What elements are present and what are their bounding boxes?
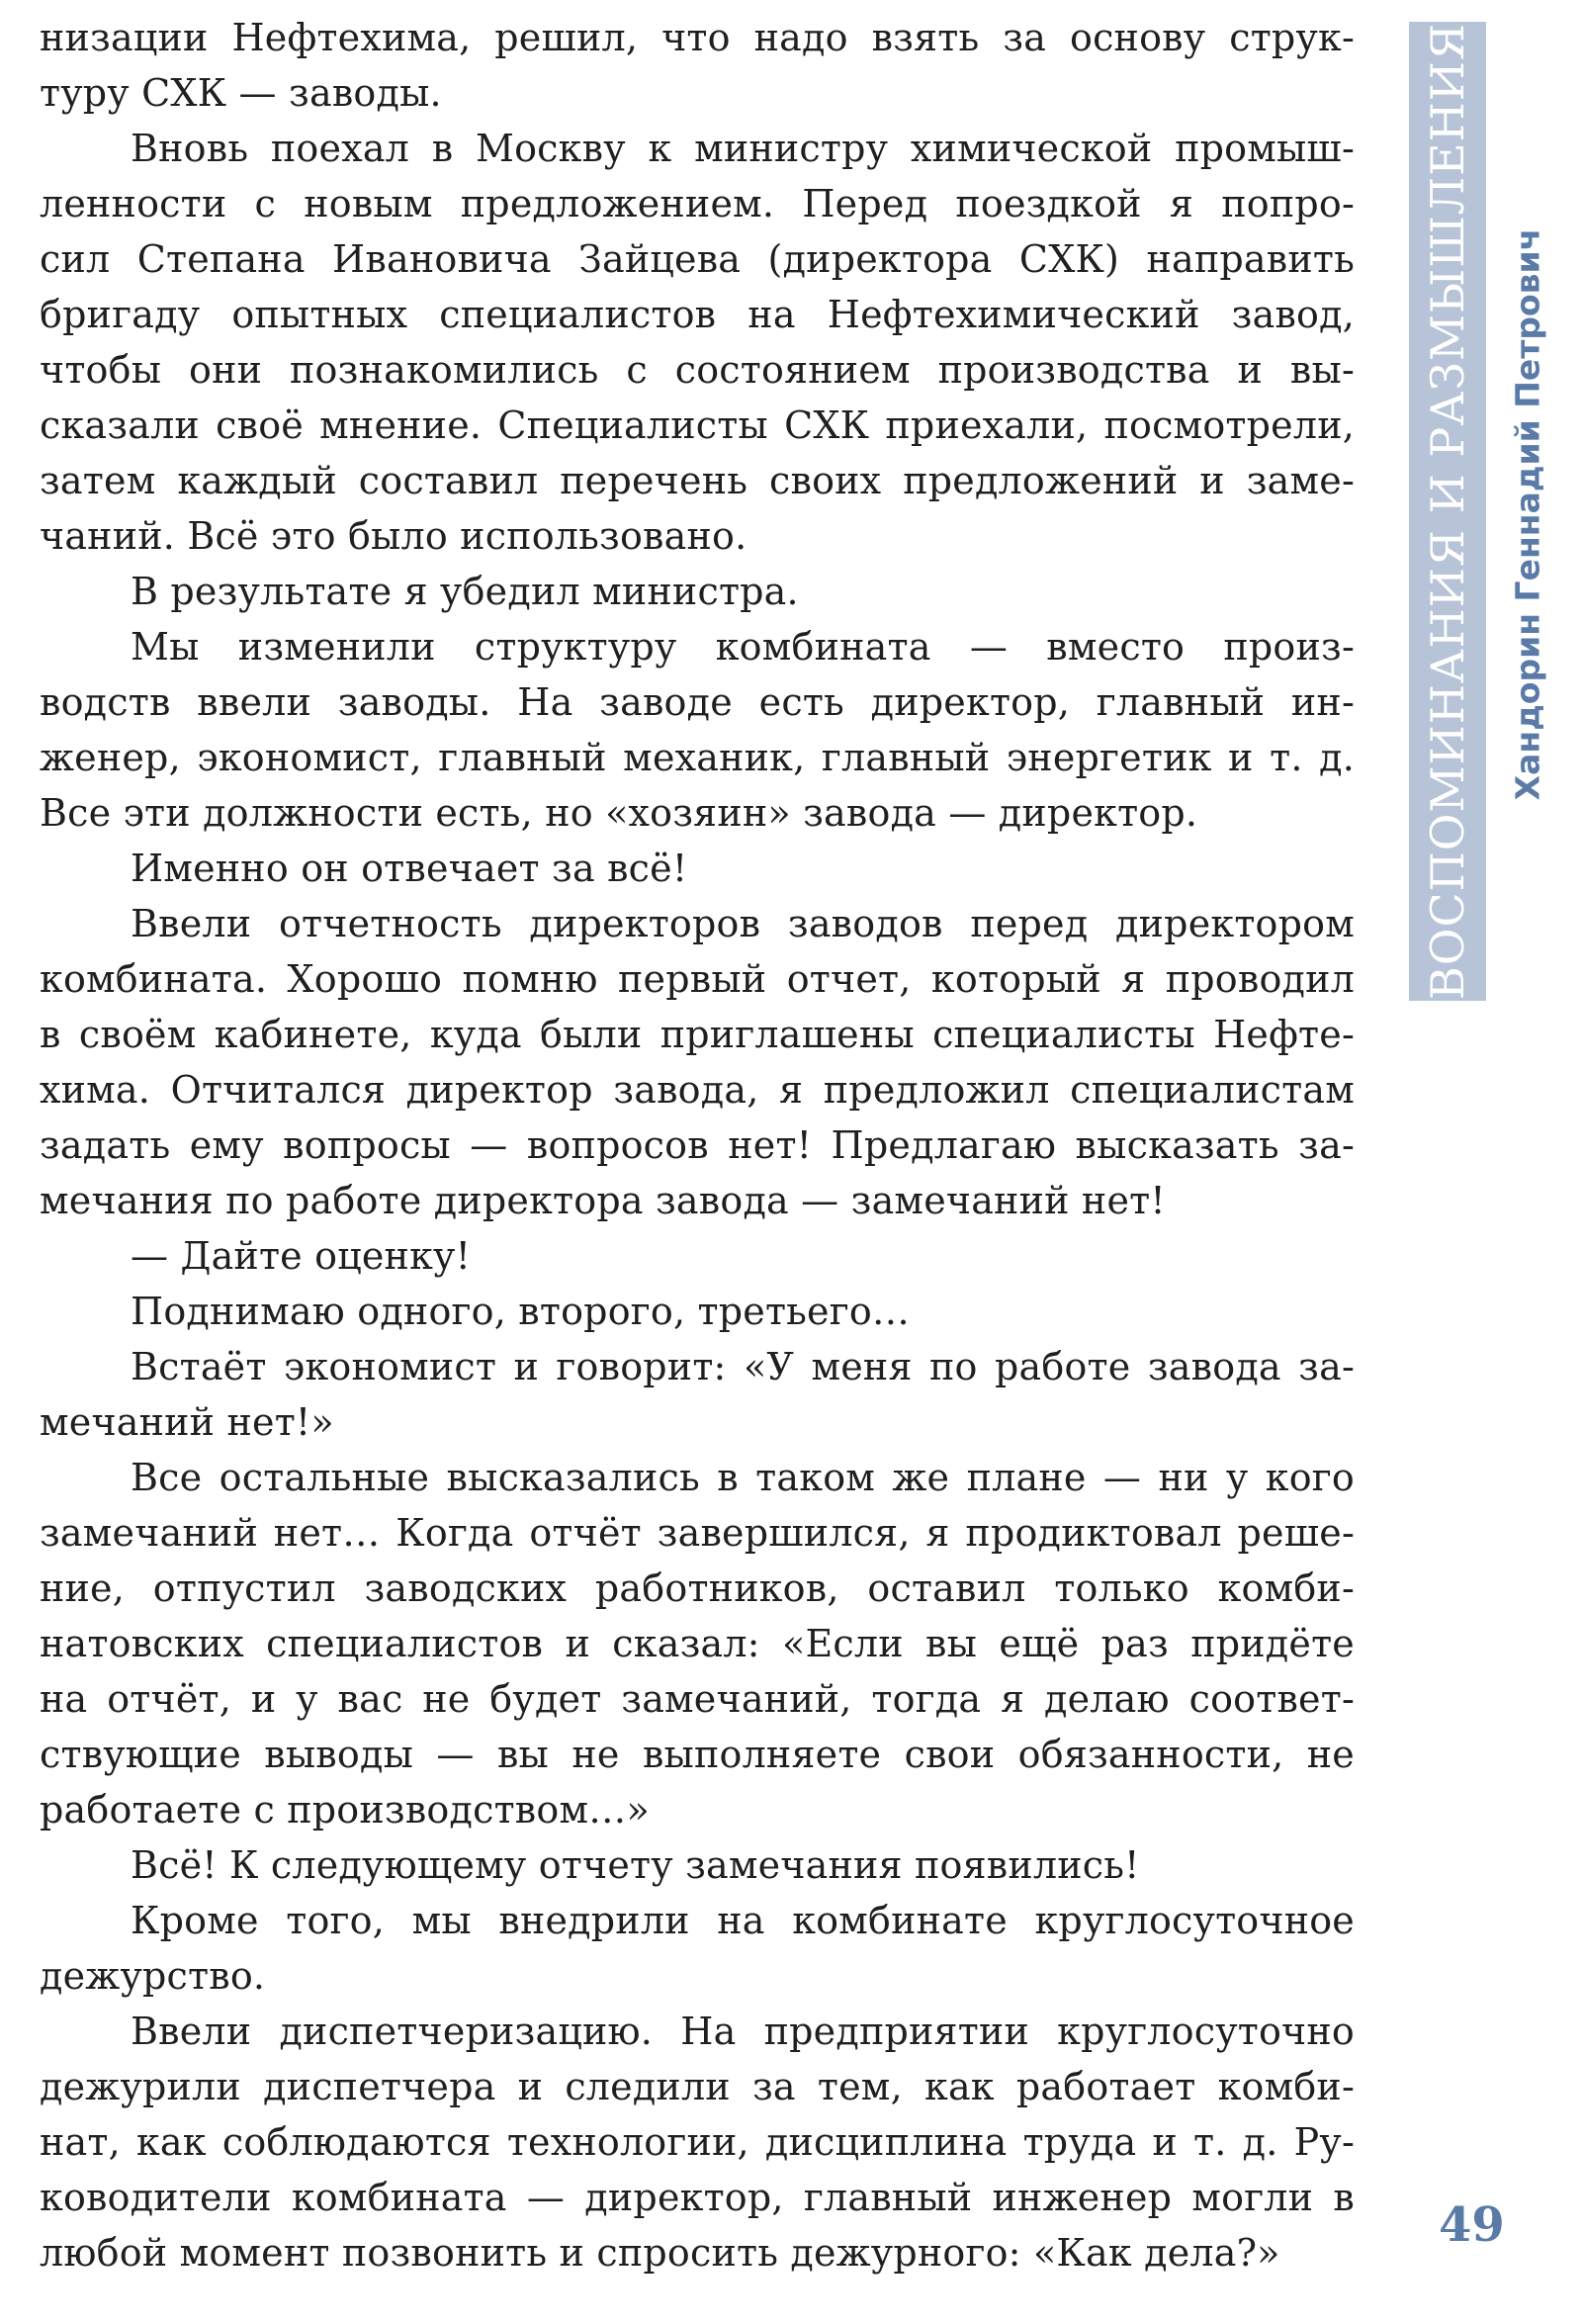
text-line: в своём кабинете, куда были приглашены специалисты Нефте- xyxy=(40,1013,1355,1056)
text-line: задать ему вопросы — вопросов нет! Предлагаю высказать за- xyxy=(40,1123,1355,1167)
text-line: нат, как соблюдаются технологии, дисциплина труда и т. д. Ру- xyxy=(40,2120,1355,2164)
text-line: Вновь поехал в Москву к министру химической промыш- xyxy=(131,127,1355,170)
text-line: дежурство. xyxy=(40,1954,266,1998)
text-line: замечаний нет… Когда отчёт завершился, я продиктовал реше- xyxy=(40,1511,1355,1555)
text-line: Все остальные высказались в таком же плане — ни у кого xyxy=(131,1456,1355,1499)
text-line: Кроме того, мы внедрили на комбинате круглосуточное xyxy=(131,1899,1355,1942)
text-line: мечаний нет!» xyxy=(40,1400,334,1444)
page-number: 49 xyxy=(1439,2197,1505,2253)
text-line: ленности с новым предложением. Перед поездкой я попро- xyxy=(40,182,1355,225)
text-line: Мы изменили структуру комбината — вместо произ- xyxy=(131,625,1355,669)
text-line: — Дайте оценку! xyxy=(131,1234,472,1278)
text-line: Именно он отвечает за всё! xyxy=(131,847,688,890)
text-line: на отчёт, и у вас не будет замечаний, тогда я делаю соответ- xyxy=(40,1677,1355,1721)
text-line: ние, отпустил заводских работников, оставил только комби- xyxy=(40,1566,1355,1610)
text-line: Все эти должности есть, но «хозяин» завода — директор. xyxy=(40,791,1198,835)
text-line: работаете с производством…» xyxy=(40,1788,650,1832)
text-line: хима. Отчитался директор завода, я предложил специалистам xyxy=(40,1068,1355,1112)
text-line: Ввели диспетчеризацию. На предприятии круглосуточно xyxy=(131,2010,1355,2053)
text-line: сказали своё мнение. Специалисты СХК приехали, посмотрели, xyxy=(40,403,1355,447)
text-line: Встаёт экономист и говорит: «У меня по работе завода за- xyxy=(131,1345,1355,1388)
text-line: Всё! К следующему отчету замечания появились! xyxy=(131,1843,1140,1887)
text-line: Поднимаю одного, второго, третьего… xyxy=(131,1290,911,1333)
text-line: В результате я убедил министра. xyxy=(131,570,799,613)
body-text xyxy=(40,10,1355,2280)
text-line: сил Степана Ивановича Зайцева (директора СХК) направить xyxy=(40,237,1355,281)
section-title-band xyxy=(1409,22,1486,1001)
text-line: чаний. Всё это было использовано. xyxy=(40,514,747,558)
text-line: туру СХК — заводы. xyxy=(40,71,442,115)
text-line: мечания по работе директора завода — замечаний нет! xyxy=(40,1179,1166,1222)
text-line: комбината. Хорошо помню первый отчет, который я проводил xyxy=(40,957,1355,1001)
author-name-block xyxy=(1498,227,1557,801)
text-line: бригаду опытных специалистов на Нефтехимический завод, xyxy=(40,293,1355,336)
text-line: водств ввели заводы. На заводе есть директор, главный ин- xyxy=(40,680,1355,724)
text-line: Ввели отчетность директоров заводов перед директором xyxy=(131,902,1355,945)
text-line: низации Нефтехима, решил, что надо взять за основу струк- xyxy=(40,16,1355,59)
text-line: затем каждый составил перечень своих предложений и заме- xyxy=(40,459,1355,502)
text-line: натовских специалистов и сказал: «Если вы ещё раз придёте xyxy=(40,1622,1355,1665)
text-line: чтобы они познакомились с состоянием производства и вы- xyxy=(40,348,1355,392)
text-line: ствующие выводы — вы не выполняете свои обязанности, не xyxy=(40,1733,1355,1776)
text-line: дежурили диспетчера и следили за тем, как работает комби- xyxy=(40,2065,1355,2108)
author-name: Хандорин Геннадий Петрович xyxy=(1508,227,1547,801)
text-line: женер, экономист, главный механик, главный энергетик и т. д. xyxy=(40,736,1355,779)
section-title: ВОСПОМИНАНИЯ И РАЗМЫШЛЕНИЯ xyxy=(1421,22,1474,1001)
text-line: любой момент позвонить и спросить дежурного: «Как дела?» xyxy=(40,2231,1280,2275)
text-line: ководители комбината — директор, главный инженер могли в xyxy=(40,2176,1355,2219)
